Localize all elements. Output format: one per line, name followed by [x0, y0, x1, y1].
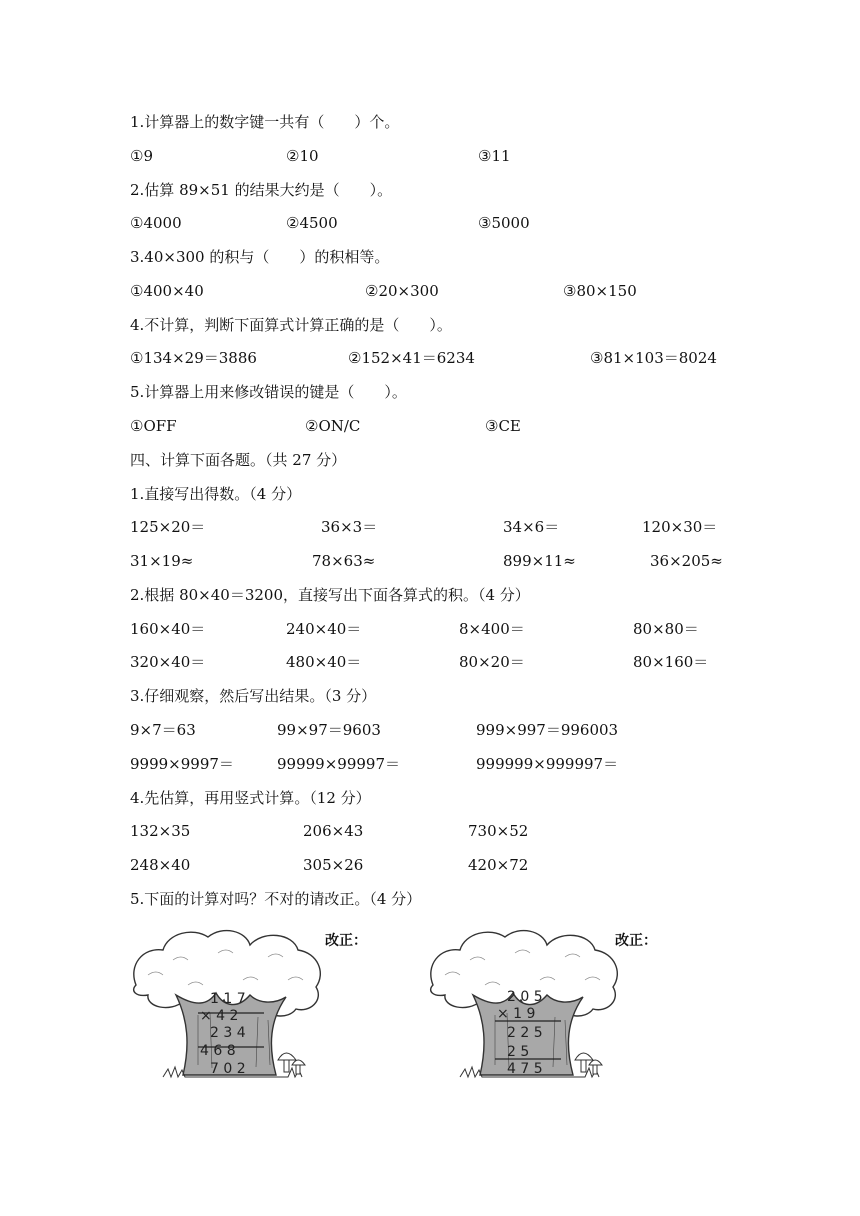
- expression: 420×72: [468, 856, 529, 874]
- expression: 36×3＝: [321, 518, 378, 536]
- tree-digit-row: 2 0 5: [507, 989, 543, 1005]
- option: ②ON/C: [305, 417, 361, 435]
- question-5: [0, 381, 860, 403]
- option: ①400×40: [130, 282, 204, 300]
- tree-digit-row: × 1 9: [497, 1006, 536, 1022]
- part-2-title: [0, 584, 860, 606]
- expression: 320×40＝: [130, 653, 206, 671]
- option: ③11: [478, 147, 511, 165]
- option: ③5000: [478, 214, 530, 232]
- expression: 899×11≈: [503, 552, 576, 570]
- expression: 160×40＝: [130, 620, 206, 638]
- section-heading: 四、计算下面各题。（共 27 分）: [130, 451, 347, 469]
- part-3-title: [0, 685, 860, 707]
- part-1-row-1: [0, 516, 860, 538]
- expression: 248×40: [130, 856, 191, 874]
- expression: 80×80＝: [633, 620, 699, 638]
- question-5-options: [0, 415, 860, 437]
- option: ②4500: [286, 214, 338, 232]
- expression: 120×30＝: [642, 518, 718, 536]
- option: ②20×300: [365, 282, 439, 300]
- part-2-row-2: [0, 651, 860, 673]
- question-stem: 4.不计算，判断下面算式计算正确的是（ ）。: [130, 316, 452, 334]
- expression: 305×26: [303, 856, 364, 874]
- correction-label: 改正：: [615, 933, 657, 949]
- part-heading: 5.下面的计算对吗？不对的请改正。（4 分）: [130, 890, 422, 908]
- expression: 99×97＝9603: [277, 721, 381, 739]
- option: ③80×150: [563, 282, 637, 300]
- expression: 9×7＝63: [130, 721, 196, 739]
- option: ①134×29＝3886: [130, 349, 257, 367]
- expression: 9999×9997＝: [130, 755, 234, 773]
- tree-illustration-2: [425, 925, 625, 1085]
- question-4-options: [0, 347, 860, 369]
- question-stem: 1.计算器上的数字键一共有（ ）个。: [130, 113, 400, 131]
- tree-digit-row: 2 5: [507, 1044, 530, 1060]
- tree-digit-row: 4 7 5: [507, 1061, 543, 1077]
- expression: 8×400＝: [459, 620, 525, 638]
- question-stem: 3.40×300 的积与（ ）的积相等。: [130, 248, 390, 266]
- expression: 80×20＝: [459, 653, 525, 671]
- tree-digit-row: 4 6 8: [200, 1043, 236, 1059]
- part-heading: 4.先估算，再用竖式计算。（12 分）: [130, 789, 371, 807]
- expression: 730×52: [468, 822, 529, 840]
- question-4: [0, 314, 860, 336]
- part-1-row-2: [0, 550, 860, 572]
- question-3: [0, 246, 860, 268]
- question-1-options: [0, 145, 860, 167]
- tree-digit-row: 7 0 2: [210, 1061, 246, 1077]
- tree-digit-row: 2 2 5: [507, 1025, 543, 1041]
- part-5-title: [0, 888, 860, 910]
- expression: 132×35: [130, 822, 191, 840]
- option: ②10: [286, 147, 319, 165]
- part-heading: 2.根据 80×40＝3200，直接写出下面各算式的积。（4 分）: [130, 586, 530, 604]
- tree-digit-row: 2 3 4: [210, 1025, 246, 1041]
- expression: 34×6＝: [503, 518, 560, 536]
- expression: 36×205≈: [650, 552, 723, 570]
- part-3-row-2: [0, 753, 860, 775]
- expression: 125×20＝: [130, 518, 206, 536]
- expression: 206×43: [303, 822, 364, 840]
- expression: 99999×99997＝: [277, 755, 401, 773]
- part-heading: 3.仔细观察，然后写出结果。（3 分）: [130, 687, 377, 705]
- question-2-options: [0, 212, 860, 234]
- part-4-row-1: [0, 820, 860, 842]
- part-2-row-1: [0, 618, 860, 640]
- question-1: [0, 111, 860, 133]
- expression: 78×63≈: [312, 552, 376, 570]
- question-stem: 5.计算器上用来修改错误的键是（ ）。: [130, 383, 407, 401]
- option: ③81×103＝8024: [590, 349, 717, 367]
- option: ③CE: [485, 417, 521, 435]
- question-stem: 2.估算 89×51 的结果大约是（ ）。: [130, 181, 393, 199]
- part-4-title: [0, 787, 860, 809]
- question-3-options: [0, 280, 860, 302]
- expression: 999999×999997＝: [476, 755, 619, 773]
- part-4-row-2: [0, 854, 860, 876]
- option: ①4000: [130, 214, 182, 232]
- section-4-title: [0, 449, 860, 471]
- option: ②152×41＝6234: [348, 349, 475, 367]
- expression: 240×40＝: [286, 620, 362, 638]
- option: ①9: [130, 147, 153, 165]
- expression: 999×997＝996003: [476, 721, 619, 739]
- tree-illustration-1: [128, 925, 328, 1085]
- expression: 480×40＝: [286, 653, 362, 671]
- tree-digit-row: × 4 2: [200, 1008, 239, 1024]
- part-heading: 1.直接写出得数。（4 分）: [130, 485, 302, 503]
- part-1-title: [0, 483, 860, 505]
- expression: 31×19≈: [130, 552, 194, 570]
- tree-digit-row: 1 1 7: [210, 991, 246, 1007]
- option: ①OFF: [130, 417, 177, 435]
- question-2: [0, 179, 860, 201]
- correction-label: 改正：: [325, 933, 367, 949]
- part-3-row-1: [0, 719, 860, 741]
- expression: 80×160＝: [633, 653, 709, 671]
